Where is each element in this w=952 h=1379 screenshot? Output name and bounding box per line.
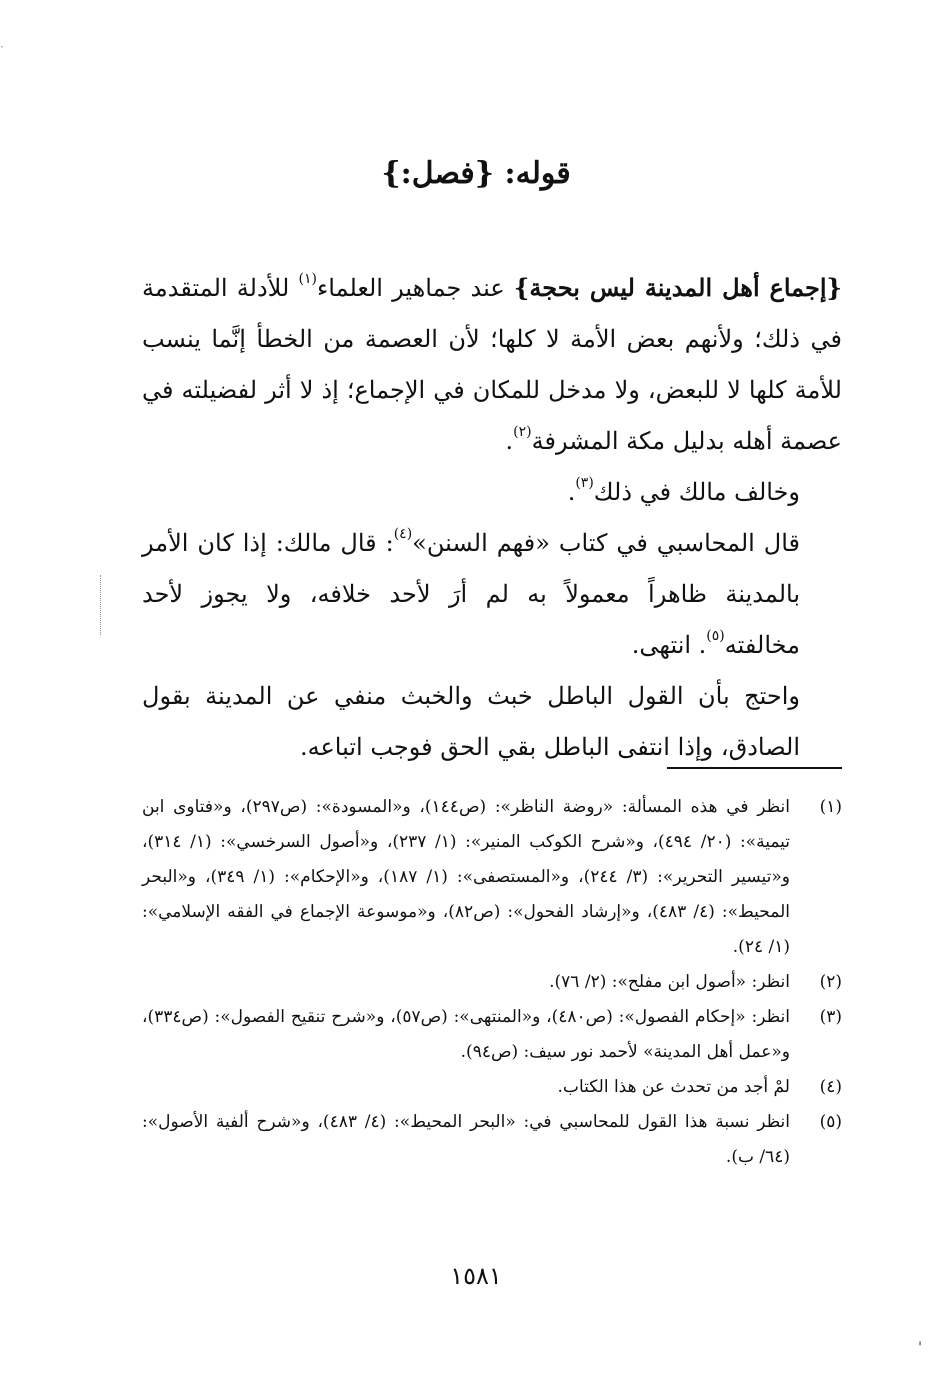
footnote-text: انظر نسبة هذا القول للمحاسبي في: «البحر المحيط»: (٤/ ٤٨٣)، و«شرح ألفية الأصول»: (٦٤/ ب). [142, 1112, 790, 1167]
paragraph-text: للأدلة المتقدمة في ذلك؛ ولأنهم بعض الأمة لا كلها؛ لأن العصمة من الخطأ إنَّما ينسب للأمة كلها لا للبعض، ولا مدخل للمكان في الإجماع؛ إذ لا أثر لفضيلته في عصمة أهله بدليل مكة المشرفة [142, 274, 842, 455]
footnote-ref-3[interactable]: (٣) [575, 475, 594, 491]
main-text [142, 262, 842, 773]
footnote-number: (٣) [819, 1007, 842, 1027]
paragraph-text: . [567, 478, 576, 506]
heading-brace-close: } [381, 156, 401, 191]
paragraph-text: . انتهى. [631, 631, 707, 659]
paragraph-2 [142, 467, 842, 518]
section-heading [0, 156, 952, 191]
footnote-1 [142, 790, 842, 965]
margin-mark [100, 575, 102, 635]
paragraph-3 [142, 518, 842, 671]
footnote-ref-5[interactable]: (٥) [706, 628, 725, 644]
footnote-separator [667, 767, 842, 769]
footnote-text: انظر في هذه المسألة: «روضة الناظر»: (ص١٤٤)، و«المسودة»: (ص٢٩٧)، و«فتاوى ابن تيمية»: (٢٠/ ٤٩٤)، و«شرح الكوكب المنير»: (١/ ٢٣٧)، و«أصول السرخسي»: (١/ ٣١٤)، و«تيسير التحرير»: (٣/ ٢٤٤)، و«المستصفى»: (١/ ١٨٧)، و«الإحكام»: (١/ ٣٤٩)، و«البحر المحيط»: (٤/ ٤٨٣)، و«إرشاد الفحول»: (ص٨٢)، و«موسوعة الإجماع في الفقه الإسلامي»: (١/ ٢٤). [142, 797, 791, 957]
paragraph-text: واحتج بأن القول الباطل خبث والخبث منفي عن المدينة بقول الصادق، وإذا انتفى الباطل بقي الحق فوجب اتباعه. [142, 682, 800, 761]
footnote-text: لمْ أجد من تحدث عن هذا الكتاب. [557, 1077, 790, 1097]
scan-edge-mark: · [0, 40, 4, 54]
footnote-number: (١) [819, 797, 842, 817]
paragraph-1 [142, 262, 842, 467]
footnote-3 [142, 1000, 842, 1070]
footnote-number: (٤) [819, 1077, 842, 1097]
quoted-matn: {إجماع أهل المدينة ليس بحجة} [513, 273, 842, 302]
paragraph-text: : قال مالك: إذا كان الأمر بالمدينة ظاهراً معمولاً به لم أرَ لأحد خلافه، ولا يجوز لأحد مخالفته [142, 529, 800, 659]
heading-prefix: قوله: [504, 156, 571, 191]
page-number: ١٥٨١ [450, 1262, 502, 1290]
footnote-ref-4[interactable]: (٤) [393, 526, 413, 542]
footnote-4 [142, 1070, 842, 1105]
heading-title: فصل: [400, 156, 475, 191]
scan-corner-mark: ' [918, 1340, 922, 1356]
paragraph-text: عند جماهير العلماء [316, 274, 514, 302]
footnotes [142, 790, 842, 1175]
paragraph-text: . [505, 427, 514, 455]
footnote-ref-2[interactable]: (٢) [513, 424, 532, 440]
paragraph-text: وخالف مالك في ذلك [593, 478, 800, 506]
footnote-number: (٢) [819, 972, 842, 992]
footnote-ref-1[interactable]: (١) [298, 271, 317, 287]
footnote-text: انظر: «أصول ابن مفلح»: (٢/ ٧٦). [549, 972, 790, 992]
footnote-5 [142, 1105, 842, 1175]
footnote-2 [142, 965, 842, 1000]
heading-brace-open: { [474, 156, 495, 191]
paragraph-4 [142, 671, 842, 773]
footnote-text: انظر: «إحكام الفصول»: (ص٤٨٠)، و«المنتهى»: (ص٥٧)، و«شرح تنقيح الفصول»: (ص٣٣٤)، و«عمل أهل المدينة» لأحمد نور سيف: (ص٩٤). [142, 1007, 790, 1062]
footnote-number: (٥) [819, 1112, 842, 1132]
paragraph-text: قال المحاسبي في كتاب «فهم السنن» [412, 529, 800, 557]
